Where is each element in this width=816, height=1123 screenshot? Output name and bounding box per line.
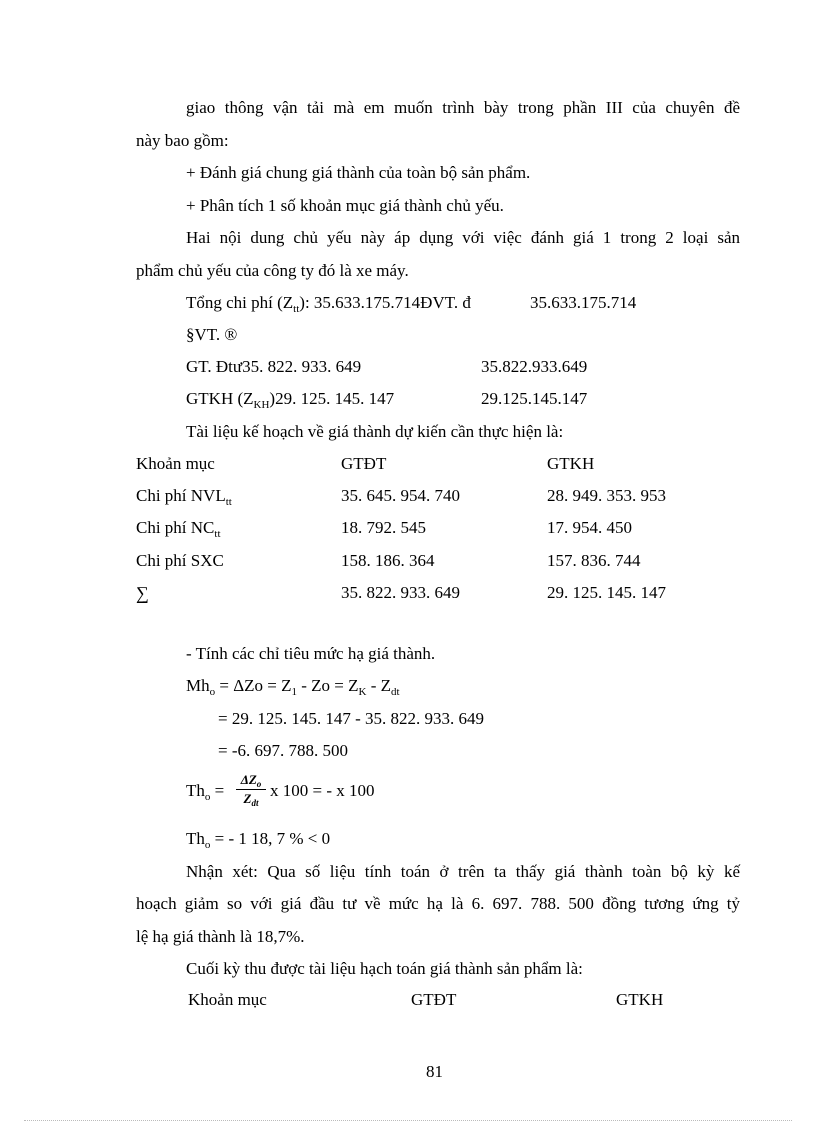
total-cost-label: Tổng chi phí $(Z_{tt})$: 35.633.175.714ĐVT. đ (186, 293, 471, 315)
total-cost-value: 35.633.175.714 (530, 293, 637, 312)
table-row-item: Chi phí $NC_{tt}$ (136, 518, 221, 540)
table-row-sum-symbol: ∑ (136, 583, 149, 603)
bullet-1: + Đánh giá chung giá thành của toàn bộ sản phẩm. (186, 163, 531, 182)
plan-header-item: Khoản mục (136, 454, 215, 473)
th-formula-rest: x 100 = - x 100 (270, 781, 375, 800)
page-bottom-divider (24, 1120, 792, 1121)
table-row-gtdt: 35. 822. 933. 649 (341, 583, 460, 602)
unit-line: §VT. ® (186, 325, 238, 344)
gt-dautu-label: GT. Đtư35. 822. 933. 649 (186, 357, 362, 376)
table-row-item: Chi phí $NVL_{tt}$ (136, 486, 232, 508)
plan-header-gtkh: GTKH (547, 454, 595, 473)
table-row-gtdt: 35. 645. 954. 740 (341, 486, 460, 505)
remark-line2: hoạch giảm so với giá đầu tư về mức hạ là 6. 697. 788. 500 đồng tương ứng tỷ (136, 894, 740, 913)
paragraph1-line1: giao thông vận tải mà em muốn trình bày trong phần III của chuyên đề (186, 98, 740, 117)
gtkh-value: 29.125.145.147 (481, 389, 588, 408)
paragraph2-line1: Hai nội dung chủ yếu này áp dụng với việc đánh giá 1 trong 2 loại sản (186, 228, 740, 247)
final-intro: Cuối kỳ thu được tài liệu hạch toán giá thành sản phẩm là: (186, 959, 583, 978)
paragraph1-line2: này bao gồm: (136, 131, 229, 150)
table-row-gtkh: 17. 954. 450 (547, 518, 632, 537)
mh-formula: $Mh_o = \Delta Zo = Z_1 - Zo = Z_K - Z_{dt}$ (186, 676, 400, 698)
final-header-gtdt: GTĐT (411, 990, 457, 1009)
page-number: 81 (426, 1062, 443, 1081)
table-row-gtdt: 18. 792. 545 (341, 518, 426, 537)
final-header-item: Khoản mục (188, 990, 267, 1009)
gt-dautu-value: 35.822.933.649 (481, 357, 588, 376)
bullet-2: + Phân tích 1 số khoản mục giá thành chủ yếu. (186, 196, 504, 215)
paragraph2-line2: phẩm chủ yếu của công ty đó là xe máy. (136, 261, 409, 280)
calc-step-1: = 29. 125. 145. 147 - 35. 822. 933. 649 (218, 709, 484, 728)
plan-header-gtdt: GTĐT (341, 454, 387, 473)
table-row-gtkh: 28. 949. 353. 953 (547, 486, 666, 505)
calc-step-2: = -6. 697. 788. 500 (218, 741, 348, 760)
table-row-gtdt: 158. 186. 364 (341, 551, 435, 570)
plan-intro: Tài liệu kế hoạch về giá thành dự kiến cần thực hiện là: (186, 422, 564, 441)
remark-line1: Nhận xét: Qua số liệu tính toán ở trên ta thấy giá thành toàn bộ kỳ kế (186, 862, 740, 881)
th-fraction (236, 772, 266, 807)
th-result: $Th_o$ = - 1 18, 7 % < 0 (186, 829, 331, 851)
table-row-gtkh: 157. 836. 744 (547, 551, 641, 570)
fraction-denominator: $Z_{dt}$ (243, 791, 259, 808)
calc-heading: - Tính các chỉ tiêu mức hạ giá thành. (186, 644, 436, 663)
th-formula-label: $Th_o$ = (186, 781, 225, 803)
remark-line3: lệ hạ giá thành là 18,7%. (136, 927, 305, 946)
gtkh-label: GTKH $(Z_{KH})29$. 125. 145. 147 (186, 389, 395, 411)
fraction-numerator: $\Delta Z_o$ (236, 772, 266, 790)
final-header-gtkh: GTKH (616, 990, 664, 1009)
table-row-item: Chi phí SXC (136, 551, 224, 570)
table-row-gtkh: 29. 125. 145. 147 (547, 583, 666, 602)
